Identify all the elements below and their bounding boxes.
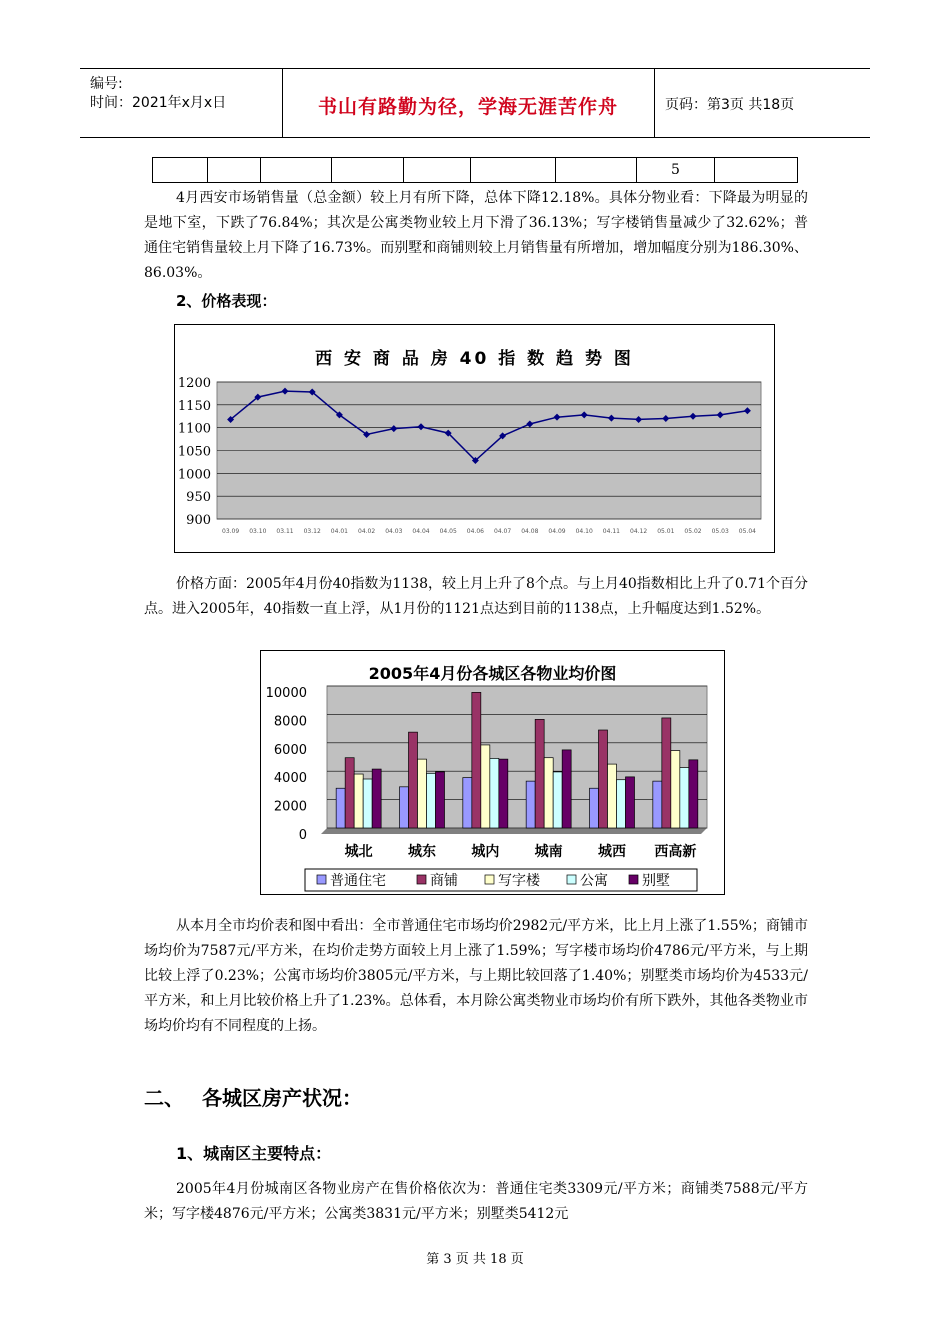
x-tick-label: 04.02: [358, 528, 376, 535]
table-cell-value: 5: [637, 158, 715, 182]
x-tick-label: 城北: [344, 844, 373, 860]
x-tick-label: 05.04: [738, 528, 756, 535]
x-tick-label: 04.01: [330, 528, 348, 535]
bar: [544, 758, 553, 828]
page-info: 页码：第3页 共18页: [665, 97, 795, 113]
legend-label: 普通住宅: [330, 873, 386, 889]
legend-label: 公寓: [580, 873, 608, 889]
sales-text: 4月西安市场销售量（总金额）较上月有所下降，总体下降12.18%。具体分物业看：下降最为明显的是地下室，下跌了76.84%；其次是公寓类物业较上月下滑了36.13%；写字楼销售量减少了32.62%；普通住宅销售量较上月下降了16.73%。而别墅和商铺则较上月销售量有所增加，增加幅度分别为186.30%、86.03%。: [144, 190, 808, 281]
x-tick-label: 04.11: [602, 528, 620, 535]
x-tick-label: 03.09: [222, 528, 240, 535]
bar: [526, 781, 535, 828]
bar: [671, 751, 680, 828]
section-number: 二、: [144, 1086, 184, 1110]
south-text: 2005年4月份城南区各物业房产在售价格依次为：普通住宅类3309元/平方米；商铺类7588元/平方米；写字楼4876元/平方米；公寓类3831元/平方米；别墅类5412元: [144, 1181, 808, 1222]
x-tick-label: 城东: [408, 844, 436, 860]
x-tick-label: 03.12: [303, 528, 321, 535]
bar: [436, 772, 445, 828]
bar: [472, 692, 481, 828]
table-cell: [332, 158, 404, 182]
table-cell: [404, 158, 471, 182]
bar: [481, 745, 490, 828]
line-chart-svg: [175, 325, 774, 552]
y-tick-label: 0: [298, 828, 307, 843]
line-chart-title: 西 安 商 品 房 40 指 数 趋 势 图: [315, 349, 634, 369]
x-tick-label: 城南: [534, 844, 563, 860]
legend-swatch: [417, 875, 426, 884]
bar: [653, 781, 662, 828]
table-cell: [153, 158, 208, 182]
section-title: 各城区房产状况：: [202, 1086, 362, 1110]
bar: [662, 718, 671, 828]
x-tick-label: 04.05: [439, 528, 457, 535]
bar: [553, 772, 562, 828]
number-label: 编号:: [90, 76, 123, 92]
y-tick-label: 900: [186, 513, 211, 528]
x-tick-label: 04.10: [575, 528, 593, 535]
page-header: [80, 68, 870, 138]
x-tick-label: 城西: [598, 844, 626, 860]
bar: [535, 719, 544, 828]
legend-label: 别墅: [642, 873, 670, 889]
bar: [400, 787, 409, 828]
table-cell: [556, 158, 637, 182]
x-tick-label: 04.12: [630, 528, 648, 535]
y-tick-label: 6000: [273, 742, 307, 758]
y-tick-label: 1200: [177, 376, 211, 391]
legend-label: 商铺: [430, 873, 458, 889]
legend-swatch: [485, 875, 494, 884]
bar: [689, 760, 698, 828]
legend: [305, 869, 697, 891]
y-tick-label: 8000: [273, 714, 307, 730]
y-tick-label: 4000: [273, 771, 307, 787]
motto-text: 书山有路勤为径，学海无涯苦作舟: [317, 96, 618, 118]
y-tick-label: 1150: [177, 398, 211, 414]
x-tick-label: 05.03: [711, 528, 729, 535]
district-price-chart: [260, 650, 725, 895]
y-tick-label: 1100: [177, 421, 211, 437]
x-tick-label: 03.10: [249, 528, 267, 535]
page-footer: 第 3 页 共 18 页: [426, 1252, 524, 1267]
index-trend-chart: [174, 324, 775, 553]
bar: [599, 730, 608, 828]
y-tick-label: 10000: [265, 686, 307, 701]
bar: [372, 769, 381, 828]
bar: [590, 788, 599, 828]
bar: [427, 773, 436, 828]
bar: [680, 768, 689, 828]
bar: [490, 758, 499, 828]
y-tick-label: 950: [186, 490, 211, 506]
price-paragraph: [144, 572, 808, 622]
x-tick-label: 西高新: [654, 844, 697, 860]
x-tick-label: 05.02: [684, 528, 702, 535]
bar: [617, 780, 626, 828]
bar: [562, 750, 571, 828]
time-label: 时间：2021年x月x日: [90, 95, 227, 111]
y-tick-label: 2000: [273, 799, 307, 815]
x-tick-label: 04.09: [548, 528, 566, 535]
x-tick-label: 04.07: [494, 528, 512, 535]
y-tick-label: 1000: [177, 467, 211, 483]
bar: [354, 774, 363, 828]
bar-plot-area: [327, 686, 707, 828]
bar: [499, 759, 508, 828]
bar-chart-title: 2005年4月份各城区各物业均价图: [368, 664, 617, 683]
bar: [418, 759, 427, 828]
bar: [626, 777, 635, 828]
header-page-cell: [655, 69, 870, 137]
x-tick-label: 05.01: [657, 528, 675, 535]
south-district-heading: 1、城南区主要特点：: [176, 1144, 332, 1163]
bar-floor: [321, 828, 707, 834]
table-cell: [471, 158, 556, 182]
legend-label: 写字楼: [498, 873, 540, 889]
x-tick-label: 城内: [471, 844, 500, 860]
bar: [409, 732, 418, 828]
x-tick-label: 04.04: [412, 528, 430, 535]
x-tick-label: 04.06: [466, 528, 484, 535]
y-tick-label: 1050: [177, 444, 211, 460]
price-heading: 2、价格表现：: [176, 292, 277, 310]
legend-swatch: [629, 875, 638, 884]
bar: [345, 758, 354, 828]
south-paragraph: [144, 1177, 808, 1227]
sales-paragraph: [144, 186, 808, 286]
bar: [463, 778, 472, 828]
header-motto-cell: [282, 69, 655, 137]
bar: [363, 779, 372, 828]
table-cell: [261, 158, 332, 182]
x-tick-label: 04.03: [385, 528, 403, 535]
bar: [336, 788, 345, 828]
price-text: 价格方面：2005年4月份40指数为1138，较上月上升了8个点。与上月40指数相比上升了0.71个百分点。进入2005年，40指数一直上浮，从1月份的1121点达到目前的1138点，上升幅度达到1.52%。: [144, 576, 808, 617]
avg-price-paragraph: [144, 914, 808, 1039]
legend-swatch: [317, 875, 326, 884]
avg-price-text: 从本月全市均价表和图中看出：全市普通住宅市场均价2982元/平方米，比上月上涨了1.55%；商铺市场均价为7587元/平方米，在均价走势方面较上月上涨了1.59%；写字楼市场均价4786元/平方米，与上期比较上浮了0.23%；公寓市场均价3805元/平方米，与上期比较回落了1.40%；别墅类市场均价为4533元/平方米，和上月比较价格上升了1.23%。总体看，本月除公寓类物业市场均价有所下跌外，其他各类物业市场均价均有不同程度的上扬。: [144, 918, 808, 1034]
x-tick-label: 03.11: [276, 528, 294, 535]
bar: [608, 764, 617, 828]
header-meta-cell: [80, 69, 283, 137]
legend-swatch: [567, 875, 576, 884]
table-fragment-row: [152, 157, 798, 183]
bar-chart-svg: [261, 651, 724, 894]
table-cell: [208, 158, 261, 182]
x-tick-label: 04.08: [521, 528, 539, 535]
